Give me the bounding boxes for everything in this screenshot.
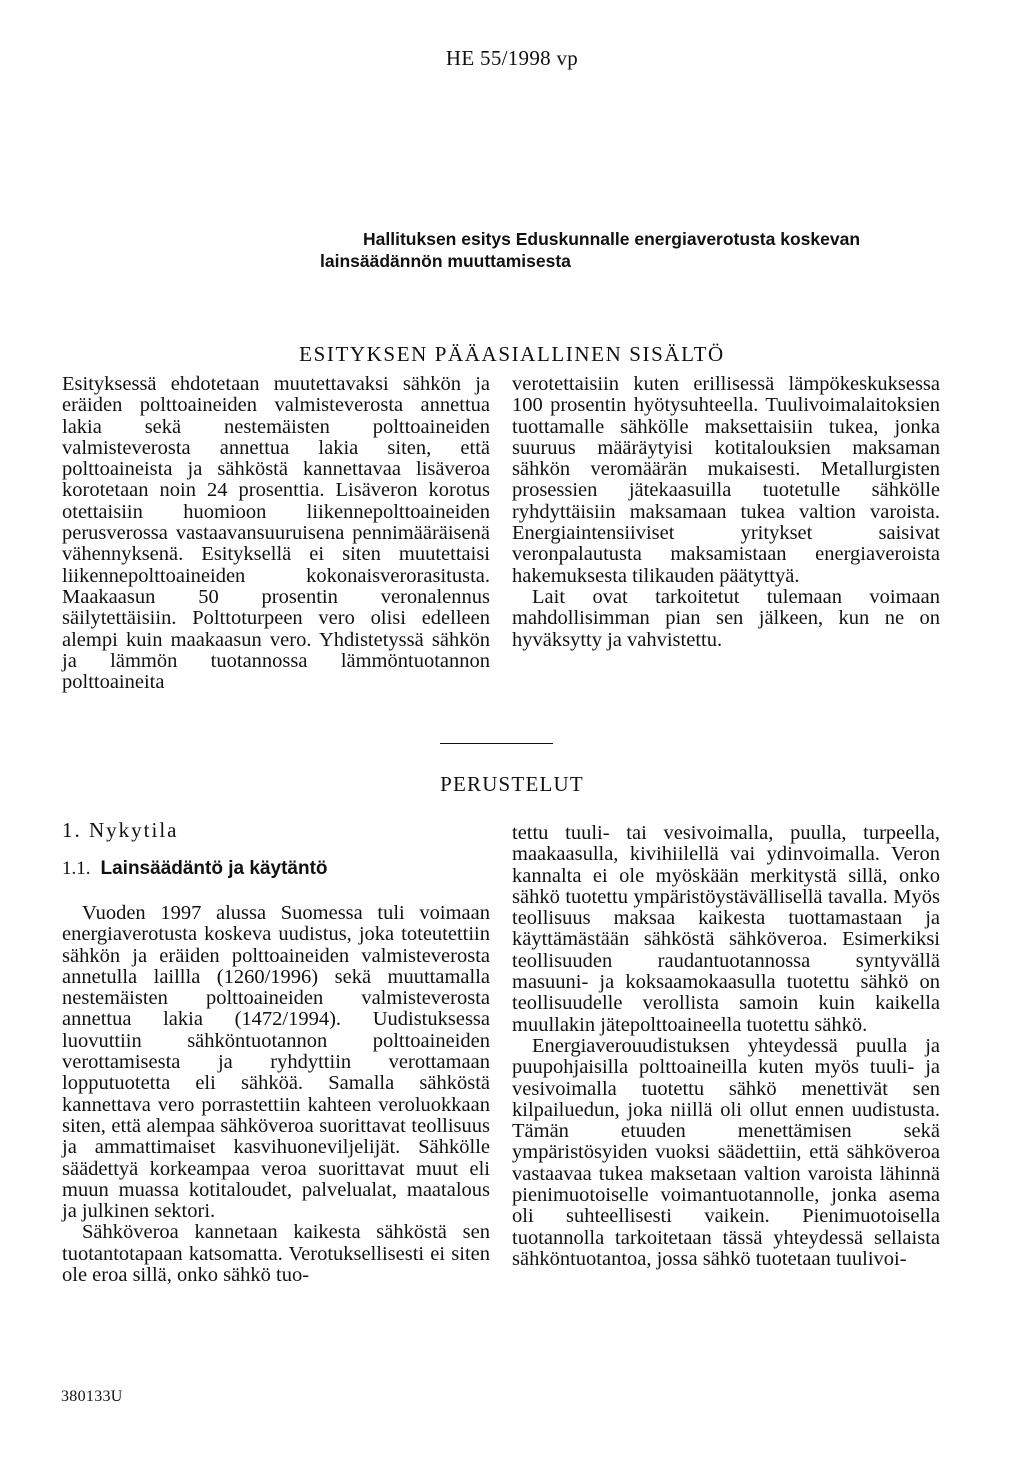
section-1-heading: 1. Nykytila — [62, 818, 179, 842]
summary-paragraph: Lait ovat tarkoitetut tulemaan voimaan mahdollisimman pian sen jälkeen, kun ne on hyväksytty ja vahvistettu. — [512, 585, 940, 651]
body-left-column — [62, 903, 490, 1286]
document-title-line-2: lainsäädännön muuttamisesta — [320, 251, 571, 271]
footer-code: 380133U — [61, 1388, 123, 1405]
section-1-1-heading — [62, 858, 328, 880]
body-right-column — [512, 823, 940, 1270]
document-header-id: HE 55/1998 vp — [445, 46, 579, 70]
perustelut-heading: PERUSTELUT — [440, 772, 584, 796]
body-paragraph: tettu tuuli- tai vesivoimalla, puulla, turpeella, maakaasulla, kivihiilellä vai ydinvoimalla. Veron kannalta ei ole myöskään merkitystä sillä, onko sähkö tuotettu ympäristöystävällisellä tavalla. Myös teollisuus maksaa kaikesta tuottamastaan ja käyttämästään sähköstä sähköveroa. Esimerkiksi teollisuuden raudantuotannossa syntyvällä masuuni- ja koksaamokaasulla tuotettu sähkö on teollisuudelle verollista samoin kuin kaikella muullakin jätepolttoaineella tuotettu sähkö. — [512, 822, 940, 1036]
summary-right-column — [512, 374, 940, 651]
summary-left-column — [62, 374, 490, 693]
body-paragraph: Vuoden 1997 alussa Suomessa tuli voimaan energiaverotusta koskeva uudistus, joka toteutettiin sähkön ja eräiden polttoaineiden valmisteverosta annetulla laillla (1260/1996) sekä muuttamalla nestemäisten polttoaineiden valmisteverosta annettua lakia (1472/1994). Uudistuksessa luovuttiin sähköntuotannon polttoaineiden verottamisesta ja ryhdyttiin verottamaan lopputuotetta eli sähköä. Samalla sähköstä kannettava vero porrastettiin kahteen veroluokkaan siten, että alempaa sähköveroa suorittavat teollisuus ja ammattimaiset kasvihuoneviljelijät. Sähkölle säädettyä korkeampaa veroa suorittavat muut eli muun muassa kotitaloudet, palvelualat, maatalous ja julkinen sektori. — [62, 902, 490, 1223]
summary-heading: ESITYKSEN PÄÄASIALLINEN SISÄLTÖ — [299, 342, 725, 366]
section-1-1-number: 1.1. — [62, 858, 91, 879]
body-paragraph: Energiaverouudistuksen yhteydessä puulla ja puupohjaisilla polttoaineilla kuten myös tuuli- ja vesivoimalla tuotettu sähkö menettivät sen kilpailuedun, joka niillä oli ollut ennen uudistusta. Tämän etuuden menettämisen sekä ympäristösyiden vuoksi säädettiin, että sähköveroa vastaavaa tukea maksetaan valtion varoista lähinnä pienimuotoiselle voimantuotannolle, jonka asema oli suhteellisesti vaikein. Pienimuotoisella tuotannolla tarkoitetaan tässä yhteydessä sellaista sähköntuotantoa, jossa sähkö tuotetaan tuulivoi- — [512, 1034, 940, 1270]
document-title-line-1: Hallituksen esitys Eduskunnalle energiaverotusta koskevan — [363, 229, 861, 249]
summary-paragraph: verotettaisiin kuten erillisessä lämpökeskuksessa 100 prosentin hyötysuhteella. Tuulivoimalaitoksien tuottamalle sähkölle maksettaisiin tukea, jonka suuruus määräytyisi kotitalouksien maksaman sähkön veromäärän mukaisesti. Metallurgisten prosessien jätekaasuilla tuotetulle sähkölle ryhdyttäisiin maksamaan tukea valtion varoista. Energiaintensiiviset yritykset saisivat veronpalautusta maksamistaan energiaveroista hakemuksesta tilikauden päätyttyä. — [512, 373, 940, 587]
section-divider — [440, 743, 553, 744]
body-paragraph: Sähköveroa kannetaan kaikesta sähköstä sen tuotantotapaan katsomatta. Verotuksellisesti ei siten ole eroa sillä, onko sähkö tuo- — [62, 1221, 490, 1287]
document-title — [320, 228, 990, 272]
section-1-1-title: Lainsäädäntö ja käytäntö — [100, 858, 328, 879]
summary-paragraph: Esityksessä ehdotetaan muutettavaksi sähkön ja eräiden polttoaineiden valmisteverosta annettua lakia sekä nestemäisten polttoaineiden valmisteverosta annettua lakia siten, että polttoaineista ja sähköstä kannettavaa lisäveroa korotetaan noin 24 prosenttia. Lisäveron korotus otettaisiin huomioon liikennepolttoaineiden perusverossa vastaavansuuruisena pennimääräisenä vähennyksenä. Esityksellä ei siten muutettaisi liikennepolttoaineiden kokonaisverorasitusta. Maakaasun 50 prosentin veronalennus säilytettäisiin. Polttoturpeen vero olisi edelleen alempi kuin maakaasun vero. Yhdistetyssä sähkön ja lämmön tuotannossa lämmöntuotannon polttoaineita — [62, 373, 490, 694]
